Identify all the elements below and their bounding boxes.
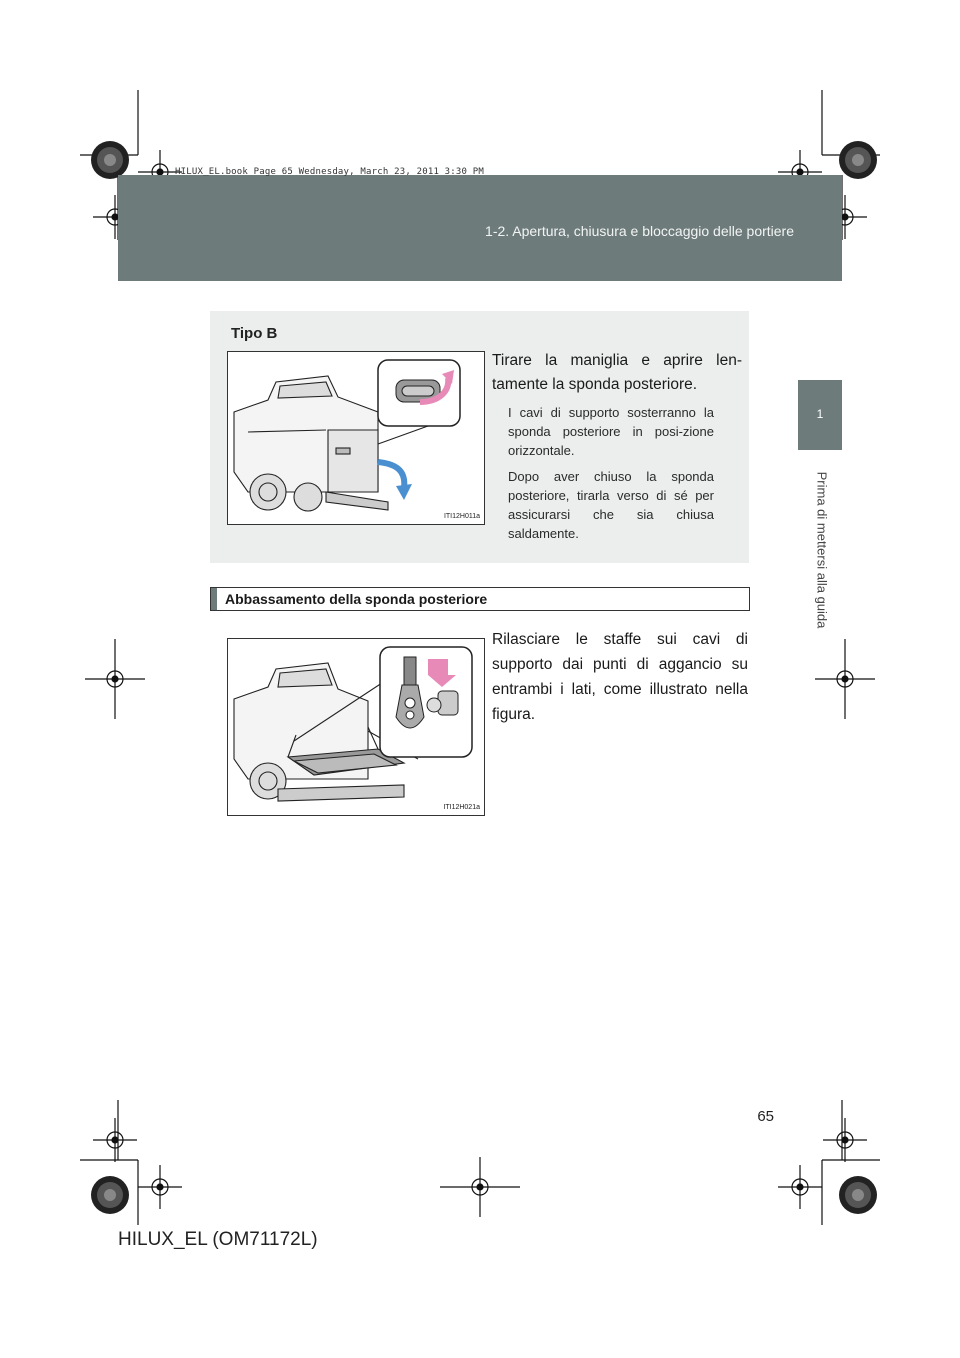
- pickup-lowered-drawing: [228, 639, 484, 815]
- section-title: 1-2. Apertura, chiusura e bloccaggio delle portiere: [485, 223, 794, 239]
- tipo-b-title: Tipo B: [231, 325, 278, 342]
- section-heading: Abbassamento della sponda posteriore: [225, 591, 488, 607]
- chapter-number: 1: [816, 407, 824, 421]
- tipo-b-box: [210, 311, 749, 563]
- lowering-instruction: Rilasciare le staffe sui cavi di supporto dai punti di aggancio su entrambi i lati, come illustrato nella figura.: [492, 631, 748, 723]
- chapter-tab: [798, 380, 842, 450]
- header-band: [118, 175, 842, 281]
- image-code: ITI12H021a: [443, 804, 480, 811]
- tipo-b-instruction: Tirare la maniglia e aprire len-tamente la sponda posteriore.: [492, 352, 742, 393]
- tailgate-lower-illustration: [227, 638, 485, 816]
- image-code: ITI12H011a: [443, 513, 480, 520]
- section-heading-bar: [210, 587, 750, 611]
- tipo-b-note-2: Dopo aver chiuso la sponda posteriore, tirarla verso di sé per assicurarsi che sia chiusa saldamente.: [508, 469, 714, 541]
- manual-code: HILUX_EL (OM71172L): [118, 1229, 318, 1250]
- chapter-label: [812, 455, 832, 645]
- tailgate-open-illustration: [227, 351, 485, 525]
- page-number: 65: [757, 1108, 774, 1125]
- section-accent: [211, 588, 217, 610]
- chapter-label-text: Prima di mettersi alla guida: [814, 471, 830, 629]
- pickup-rear-drawing: [228, 352, 484, 524]
- tipo-b-note-1: I cavi di supporto sosterranno la sponda posteriore in posi-zione orizzontale.: [508, 405, 714, 458]
- book-info-line: HILUX_EL.book Page 65 Wednesday, March 23, 2011 3:30 PM: [175, 167, 485, 177]
